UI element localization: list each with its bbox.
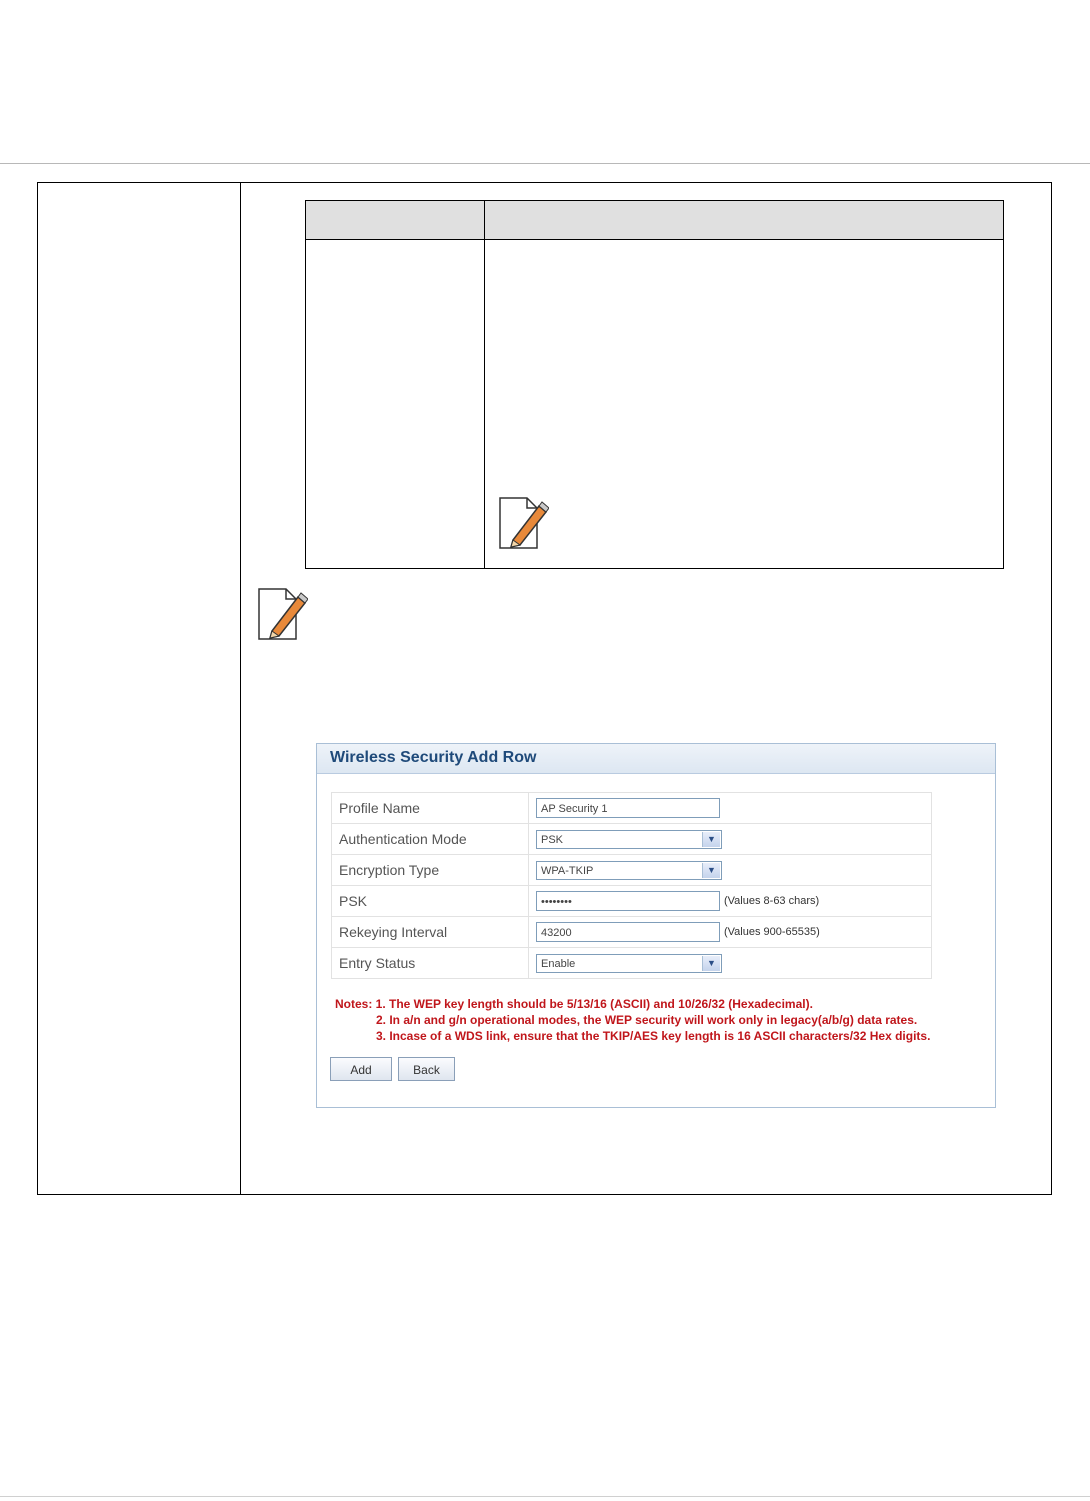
form-row-rekeying-interval	[332, 917, 932, 948]
inner-table	[305, 200, 1004, 569]
chevron-down-icon[interactable]: ▼	[702, 863, 720, 878]
encryption-type-select[interactable]	[536, 861, 722, 880]
authentication-mode-value: PSK	[541, 833, 564, 846]
form-row-authentication-mode	[332, 824, 932, 855]
panel-header	[317, 744, 995, 774]
footer-rule	[0, 1496, 1090, 1497]
form-row-profile-name	[332, 793, 932, 824]
header-rule	[0, 163, 1090, 164]
wireless-security-panel	[316, 743, 996, 1108]
note-pencil-icon	[497, 494, 549, 550]
profile-name-input[interactable]: AP Security 1	[536, 798, 720, 818]
rekeying-interval-input[interactable]: 43200	[536, 922, 720, 942]
encryption-type-label: Encryption Type	[332, 855, 529, 886]
notes-block	[335, 996, 930, 1044]
form-row-encryption-type	[332, 855, 932, 886]
psk-input[interactable]: ••••••••	[536, 891, 720, 911]
note-line: 3. Incase of a WDS link, ensure that the TKIP/AES key length is 16 ASCII characters/32 Hex digits.	[376, 1029, 931, 1043]
add-button[interactable]: Add	[330, 1057, 392, 1081]
psk-hint: (Values 8-63 chars)	[724, 895, 820, 907]
note-pencil-icon	[256, 585, 308, 641]
authentication-mode-select[interactable]	[536, 830, 722, 849]
outer-table-divider	[240, 182, 241, 1195]
entry-status-label: Entry Status	[332, 948, 529, 979]
panel-title: Wireless Security Add Row	[330, 749, 537, 766]
form-row-psk	[332, 886, 932, 917]
inner-table-divider	[484, 201, 485, 568]
note-line: 2. In a/n and g/n operational modes, the WEP security will work only in legacy(a/b/g) data rates.	[376, 1013, 918, 1027]
inner-table-header-rule	[306, 239, 1003, 240]
note-line: Notes: 1. The WEP key length should be 5/13/16 (ASCII) and 10/26/32 (Hexadecimal).	[335, 997, 813, 1011]
chevron-down-icon[interactable]: ▼	[702, 956, 720, 971]
inner-table-header	[306, 201, 1003, 239]
chevron-down-icon[interactable]: ▼	[702, 832, 720, 847]
encryption-type-value: WPA-TKIP	[541, 864, 594, 877]
entry-status-select[interactable]	[536, 954, 722, 973]
authentication-mode-label: Authentication Mode	[332, 824, 529, 855]
form-row-entry-status	[332, 948, 932, 979]
rekeying-interval-label: Rekeying Interval	[332, 917, 529, 948]
security-form	[331, 792, 932, 979]
psk-label: PSK	[332, 886, 529, 917]
profile-name-label: Profile Name	[332, 793, 529, 824]
back-button[interactable]: Back	[398, 1057, 455, 1081]
entry-status-value: Enable	[541, 957, 576, 970]
rekeying-interval-hint: (Values 900-65535)	[724, 926, 820, 938]
